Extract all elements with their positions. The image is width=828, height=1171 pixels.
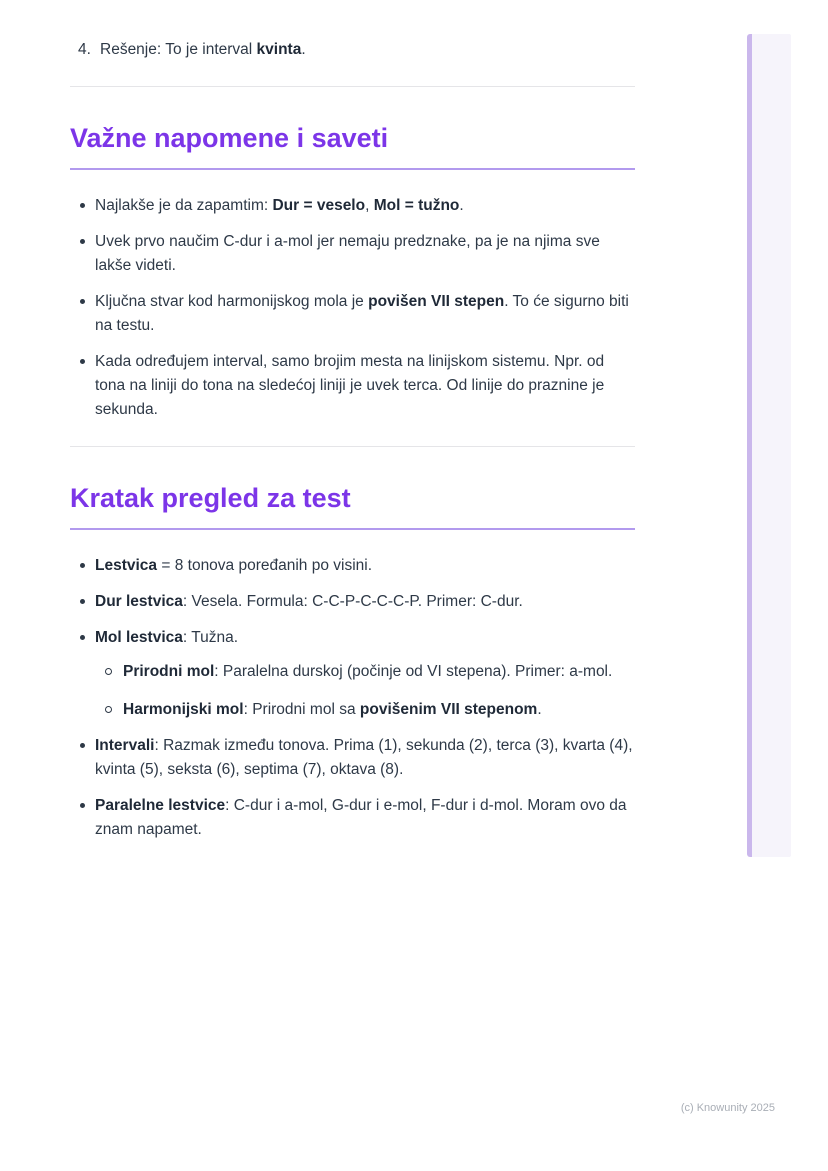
list-item-text: Paralelne lestvice: C-dur i a-mol, G-dur i e-mol, F-dur i d-mol. Moram ovo da znam napamet.	[95, 797, 627, 838]
section-title: Kratak pregled za test	[70, 481, 635, 530]
sub-list-item	[95, 660, 635, 684]
next-page-edge-strip	[747, 34, 791, 857]
copyright-notice: (c) Knowunity 2025	[680, 1102, 775, 1114]
list-item	[70, 554, 635, 578]
list-item	[70, 194, 635, 218]
section-test-review	[70, 481, 635, 842]
list-item-text: Intervali: Razmak između tonova. Prima (1), sekunda (2), terca (3), kvarta (4), kvinta (5), seksta (6), septima (7), oktava (8).	[95, 737, 633, 778]
list-item-text: Ključna stvar kod harmonijskog mola je povišen VII stepen. To će sigurno biti na testu.	[95, 293, 629, 334]
list-item-text: Lestvica = 8 tonova poređanih po visini.	[95, 557, 373, 574]
section-title: Važne napomene i saveti	[70, 121, 635, 170]
list-item-text: Dur lestvica: Vesela. Formula: C-C-P-C-C-C-P. Primer: C-dur.	[95, 593, 523, 610]
list-item-text: Kada određujem interval, samo brojim mesta na linijskom sistemu. Npr. od tona na liniji do tona na sledećoj liniji je uvek terca. Od linije do praznine je sekunda.	[95, 353, 605, 418]
section-notes-and-tips	[70, 121, 635, 422]
list-item-text: Prirodni mol: Paralelna durskoj (počinje od VI stepena). Primer: a-mol.	[123, 663, 613, 680]
list-item	[70, 290, 635, 338]
list-item-number: 4.	[78, 41, 91, 58]
list-item	[70, 734, 635, 782]
list-item	[70, 794, 635, 842]
list-item	[70, 230, 635, 278]
sub-bullet-list	[95, 660, 635, 722]
list-item-text: Harmonijski mol: Prirodni mol sa povišenim VII stepenom.	[123, 701, 542, 718]
section-divider	[70, 86, 635, 87]
list-item-text: Najlakše je da zapamtim: Dur = veselo, Mol = tužno.	[95, 197, 464, 214]
list-item	[70, 350, 635, 422]
list-item-text: Uvek prvo naučim C-dur i a-mol jer nemaju predznake, pa je na njima sve lakše videti.	[95, 233, 600, 274]
ordered-list-item	[70, 38, 635, 62]
section-divider	[70, 446, 635, 447]
bullet-list	[70, 554, 635, 842]
list-item	[70, 590, 635, 614]
list-item-text: Mol lestvica: Tužna.	[95, 629, 239, 646]
document-content	[70, 0, 635, 854]
sub-list-item	[95, 698, 635, 722]
list-item-text: Rešenje: To je interval kvinta.	[100, 41, 306, 58]
bullet-list	[70, 194, 635, 422]
list-item	[70, 626, 635, 722]
